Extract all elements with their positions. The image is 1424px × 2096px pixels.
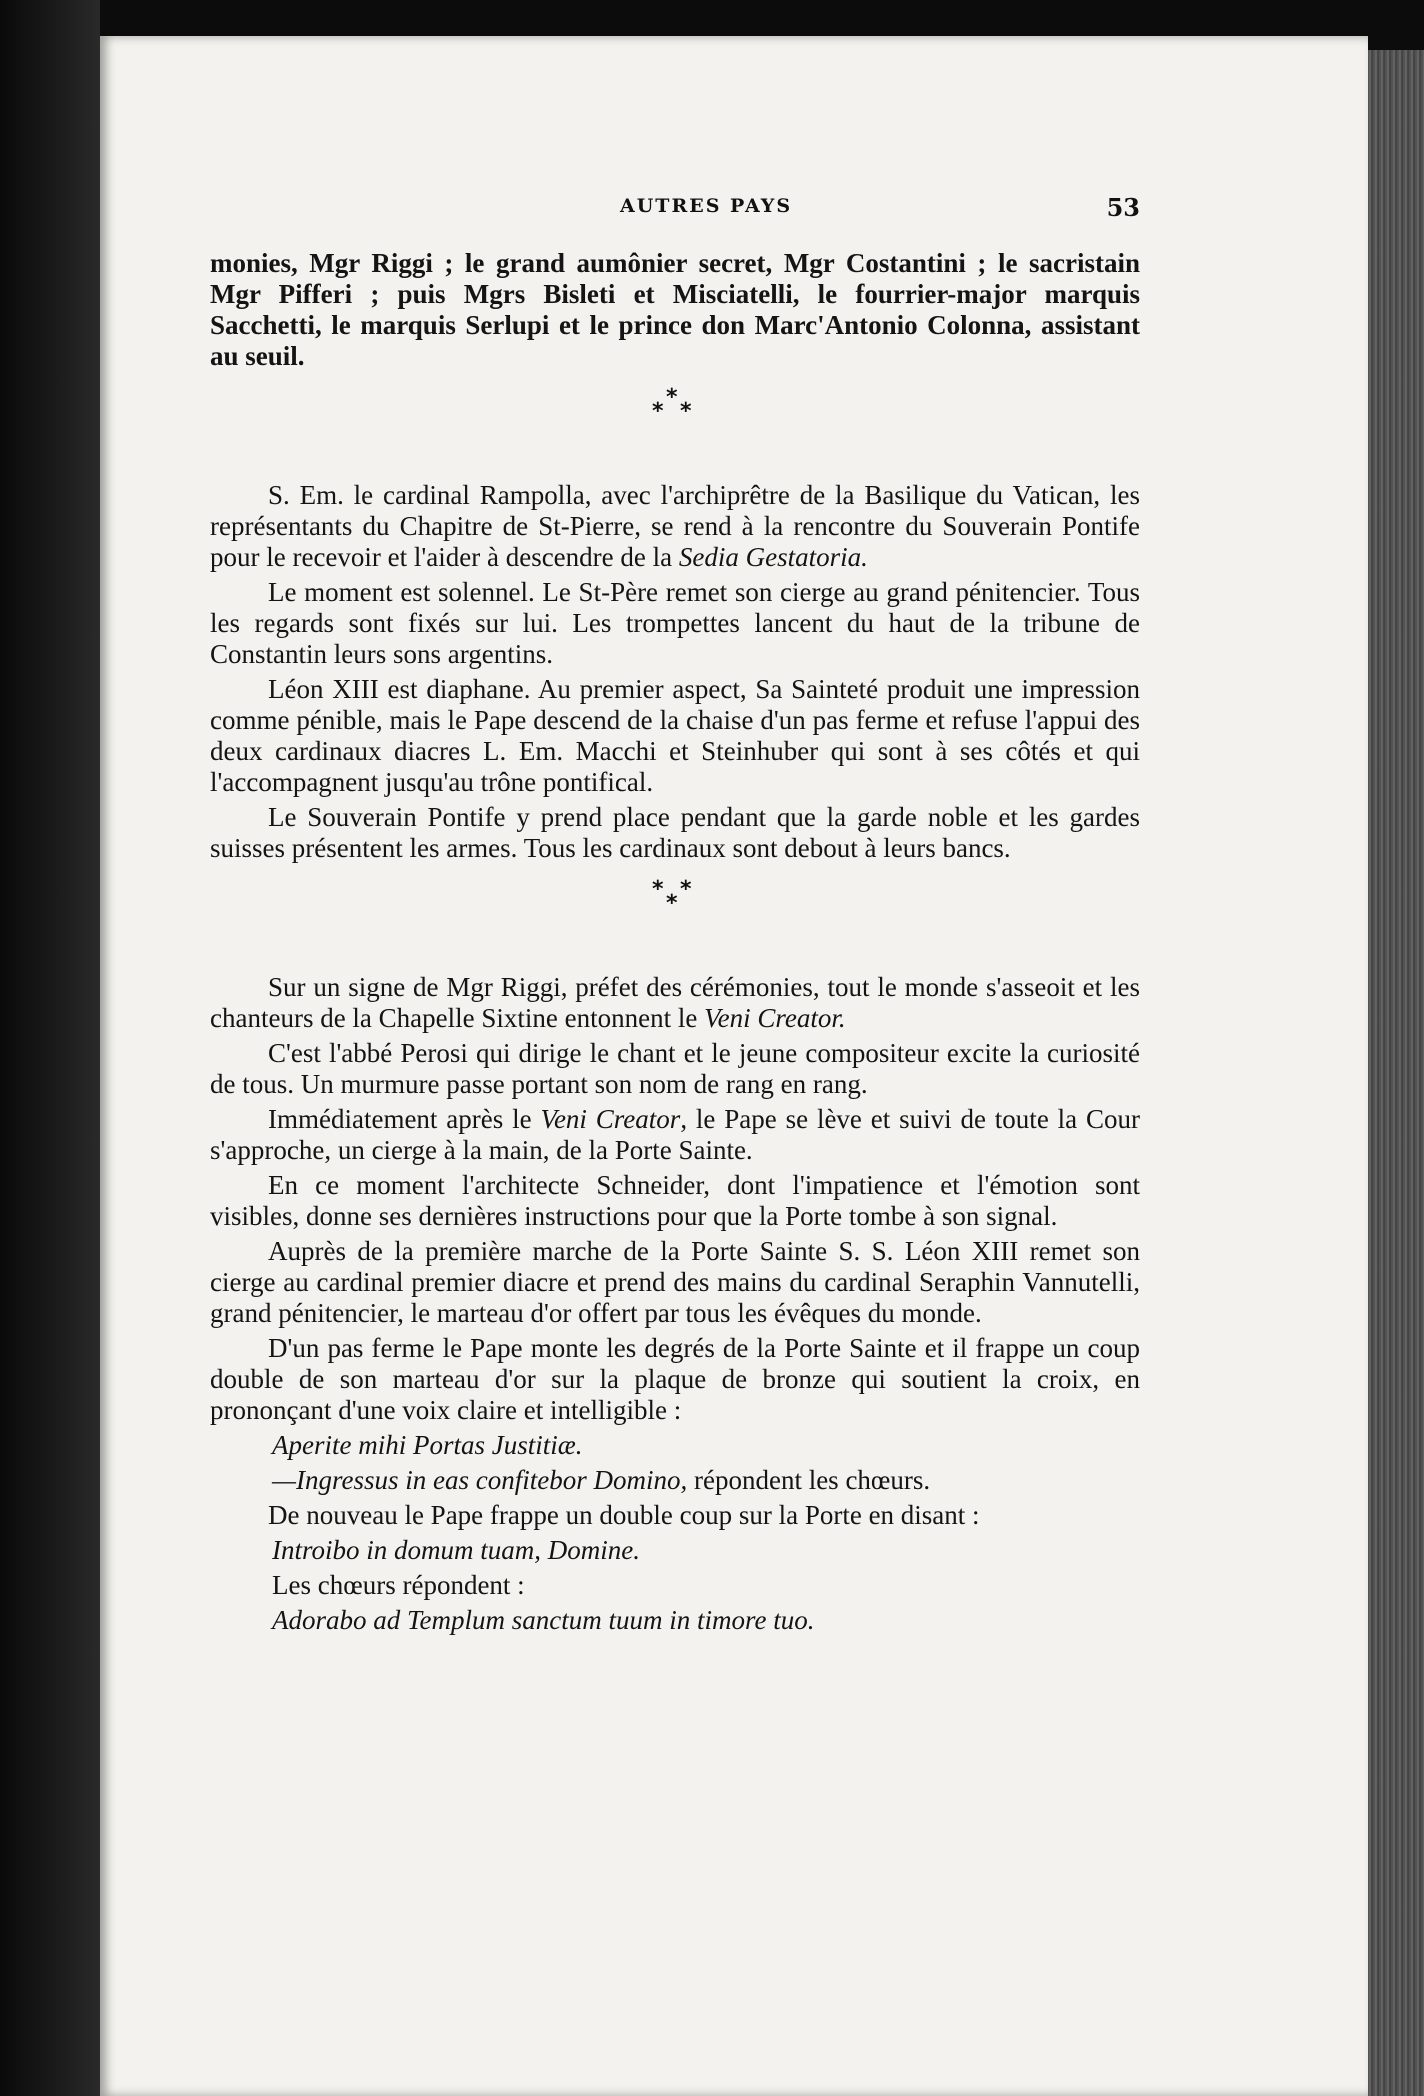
paragraph-2-italic: Sedia Gestatoria. bbox=[678, 542, 868, 572]
page-header bbox=[210, 195, 1140, 225]
paragraph-6-text: Sur un signe de Mgr Riggi, préfet des cérémonies, tout le monde s'asseoit et les chanteurs de la Chapelle Sixtine entonnent le bbox=[210, 972, 1140, 1033]
asterism-star-bottom: * bbox=[666, 891, 678, 916]
paragraph-12: De nouveau le Pape frappe un double coup sur la Porte en disant : bbox=[268, 1500, 980, 1530]
asterism-star-right: * bbox=[680, 877, 692, 902]
book-gutter-shadow bbox=[0, 0, 100, 2096]
paragraph-1: monies, Mgr Riggi ; le grand aumônier secret, Mgr Costantini ; le sacristain Mgr Pifferi ; puis Mgrs Bisleti et Misciatelli, le fourrier-major marquis Sacchetti, le marquis Serlupi et le prince don Marc'Antonio Colonna, assistant au seuil. bbox=[210, 248, 1140, 371]
asterism-separator-2 bbox=[210, 874, 1140, 926]
asterism-star-left: * bbox=[652, 877, 664, 902]
page-number: 53 bbox=[1106, 193, 1140, 222]
paragraph-8-text-b: , le Pape se lève et suivi de toute la Cour s'approche, un cierge à la main, de la Porte Sainte. bbox=[210, 1104, 1140, 1165]
running-title: AUTRES PAYS bbox=[620, 195, 793, 217]
asterism-star-left: * bbox=[652, 399, 664, 424]
latin-line-3: Introibo in domum tuam, Domine. bbox=[272, 1535, 640, 1565]
asterism-separator-1 bbox=[210, 382, 1140, 434]
paragraph-4: Léon XIII est diaphane. Au premier aspect, Sa Sainteté produit une impression comme pénible, mais le Pape descend de la chaise d'un pas ferme et refuse l'appui des deux cardinaux diacres L. Em. Macchi et Steinhuber qui sont à ses côtés et qui l'accompagnent jusqu'au trône pontifical. bbox=[210, 674, 1140, 797]
paragraph-6-italic: Veni Creator. bbox=[704, 1003, 846, 1033]
paragraph-6 bbox=[210, 972, 1140, 1034]
latin-line-1: Aperite mihi Portas Justitiæ. bbox=[272, 1430, 583, 1460]
paragraph-3: Le moment est solennel. Le St-Père remet son cierge au grand pénitencier. Tous les regards sont fixés sur lui. Les trompettes lancent du haut de la tribune de Constantin leurs sons argentins. bbox=[210, 577, 1140, 669]
paragraph-8 bbox=[210, 1104, 1140, 1166]
paragraph-5: Le Souverain Pontife y prend place pendant que la garde noble et les gardes suisses présentent les armes. Tous les cardinaux sont debout à leurs bancs. bbox=[210, 802, 1140, 863]
paragraph-10: Auprès de la première marche de la Porte Sainte S. S. Léon XIII remet son cierge au cardinal premier diacre et prend des mains du cardinal Seraphin Vannutelli, grand pénitencier, le marteau d'or offert par tous les évêques du monde. bbox=[210, 1236, 1140, 1328]
paragraph-2-text: S. Em. le cardinal Rampolla, avec l'archiprêtre de la Basilique du Vatican, les représentants du Chapitre de St-Pierre, se rend à la rencontre du Souverain Pontife pour le recevoir et l'aider à descendre de la bbox=[210, 480, 1140, 572]
asterism-star-top: * bbox=[666, 385, 678, 410]
body-text bbox=[210, 248, 1140, 1640]
paragraph-2 bbox=[210, 480, 1140, 573]
paragraph-11: D'un pas ferme le Pape monte les degrés de la Porte Sainte et il frappe un coup double de son marteau d'or sur la plaque de bronze qui soutient la croix, en prononçant d'une voix claire et intelligible : bbox=[210, 1333, 1140, 1425]
latin-line-2-italic: —Ingressus in eas confitebor Domino, bbox=[272, 1465, 688, 1495]
paragraph-8-italic: Veni Creator bbox=[540, 1104, 681, 1134]
paragraph-9: En ce moment l'architecte Schneider, dont l'impatience et l'émotion sont visibles, donne ses dernières instructions pour que la Porte tombe à son signal. bbox=[210, 1170, 1140, 1231]
latin-line-2 bbox=[210, 1465, 1140, 1496]
latin-line-5: Adorabo ad Templum sanctum tuum in timore tuo. bbox=[272, 1605, 815, 1635]
paragraph-7: C'est l'abbé Perosi qui dirige le chant et le jeune compositeur excite la curiosité de tous. Un murmure passe portant son nom de rang en rang. bbox=[210, 1038, 1140, 1099]
latin-line-2-text: répondent les chœurs. bbox=[687, 1465, 931, 1495]
asterism-star-right: * bbox=[680, 399, 692, 424]
line-4: Les chœurs répondent : bbox=[272, 1570, 525, 1600]
paragraph-8-text-a: Immédiatement après le bbox=[268, 1104, 541, 1134]
book-page-edges bbox=[1368, 50, 1424, 2096]
